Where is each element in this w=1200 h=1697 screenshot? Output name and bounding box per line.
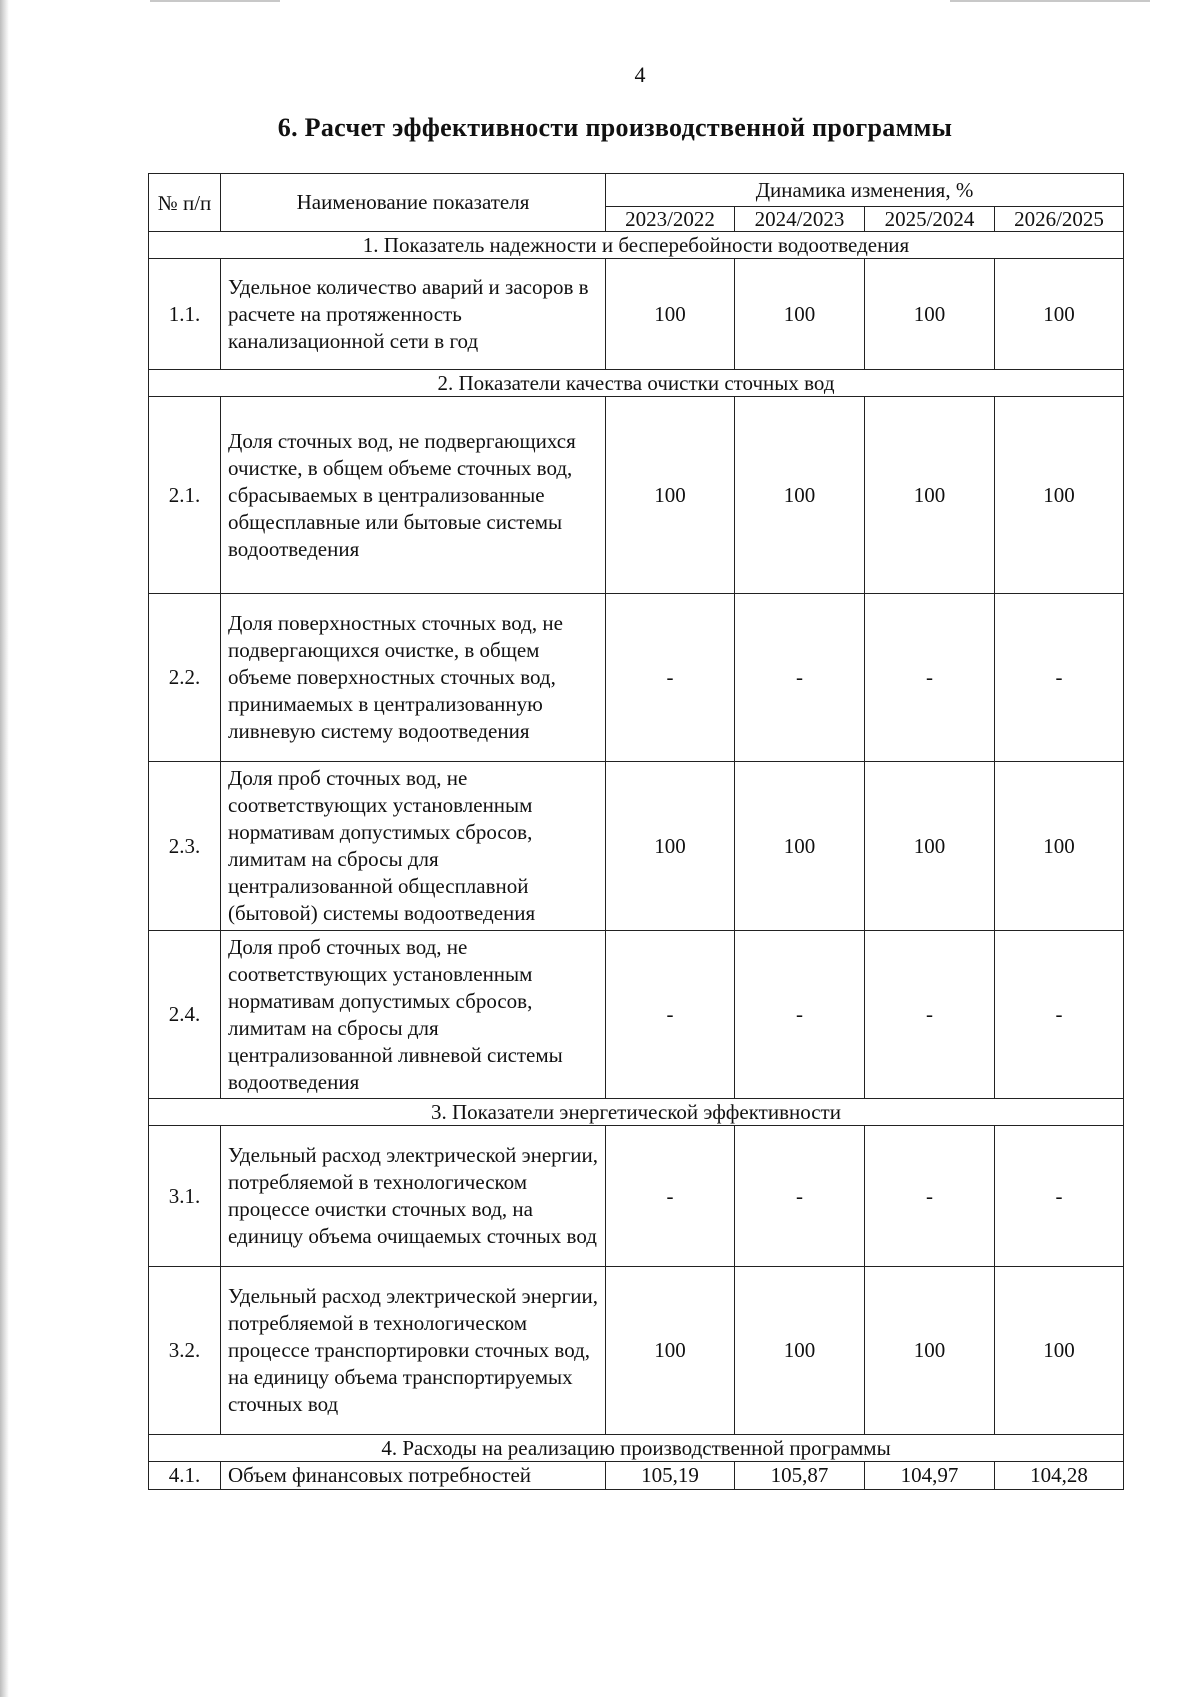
row-indicator-name: Доля проб сточных вод, не соответствующих установленным нормативам допустимых сбросов, лимитам на сбросы для централизованной ливневой системы водоотведения — [221, 931, 606, 1099]
table-row — [149, 1267, 1124, 1435]
row-value: 100 — [606, 1267, 735, 1435]
row-number: 3.1. — [149, 1126, 221, 1267]
table-row — [149, 1462, 1124, 1490]
row-value: 100 — [735, 762, 865, 931]
efficiency-table — [148, 173, 1124, 1490]
row-number: 2.2. — [149, 594, 221, 762]
row-value: 100 — [606, 762, 735, 931]
section-row — [149, 232, 1124, 259]
table-row — [149, 1126, 1124, 1267]
row-value: - — [735, 1126, 865, 1267]
row-indicator-name: Объем финансовых потребностей — [221, 1462, 606, 1490]
row-value: - — [995, 594, 1124, 762]
row-number: 2.1. — [149, 397, 221, 594]
row-value: 100 — [735, 397, 865, 594]
page-number: 4 — [634, 62, 646, 87]
row-indicator-name: Доля поверхностных сточных вод, не подвергающихся очистке, в общем объеме поверхностных сточных вод, принимаемых в централизованную ливневую систему водоотведения — [221, 594, 606, 762]
scan-edge — [0, 0, 9, 1697]
row-indicator-name: Доля проб сточных вод, не соответствующих установленным нормативам допустимых сбросов, лимитам на сбросы для централизованной общесплавной (бытовой) системы водоотведения — [221, 762, 606, 931]
row-value: - — [606, 1126, 735, 1267]
header-year: 2023/2022 — [606, 207, 735, 232]
row-value: 100 — [865, 1267, 995, 1435]
row-number: 2.3. — [149, 762, 221, 931]
row-value: 100 — [735, 259, 865, 370]
row-value: 100 — [735, 1267, 865, 1435]
header-year: 2024/2023 — [735, 207, 865, 232]
header-year: 2026/2025 — [995, 207, 1124, 232]
section-row — [149, 1099, 1124, 1126]
section-row — [149, 1435, 1124, 1462]
header-number: № п/п — [149, 174, 221, 232]
table-row — [149, 397, 1124, 594]
row-value: - — [995, 931, 1124, 1099]
table-row — [149, 594, 1124, 762]
row-value: 100 — [865, 762, 995, 931]
header-indicator-name: Наименование показателя — [221, 174, 606, 232]
table-row — [149, 762, 1124, 931]
section-title: 2. Показатели качества очистки сточных вод — [149, 370, 1124, 397]
row-value: - — [995, 1126, 1124, 1267]
row-value: 105,19 — [606, 1462, 735, 1490]
row-value: - — [606, 594, 735, 762]
row-indicator-name: Удельный расход электрической энергии, потребляемой в технологическом процессе транспортировки сточных вод, на единицу объема транспортируемых сточных вод — [221, 1267, 606, 1435]
row-value: - — [735, 931, 865, 1099]
row-value: - — [865, 594, 995, 762]
row-value: 105,87 — [735, 1462, 865, 1490]
section-row — [149, 370, 1124, 397]
row-value: - — [865, 931, 995, 1099]
table-row — [149, 259, 1124, 370]
row-indicator-name: Удельное количество аварий и засоров в расчете на протяженность канализационной сети в год — [221, 259, 606, 370]
header-change-dynamics: Динамика изменения, % — [606, 174, 1124, 207]
scan-mark — [150, 0, 280, 2]
row-value: 100 — [995, 259, 1124, 370]
row-value: 100 — [606, 259, 735, 370]
row-value: 100 — [995, 1267, 1124, 1435]
row-value: - — [865, 1126, 995, 1267]
row-value: - — [606, 931, 735, 1099]
section-title: 4. Расходы на реализацию производственной программы — [149, 1435, 1124, 1462]
row-value: 100 — [606, 397, 735, 594]
table-row — [149, 931, 1124, 1099]
row-indicator-name: Доля сточных вод, не подвергающихся очистке, в общем объеме сточных вод, сбрасываемых в централизованные общесплавные или бытовые системы водоотведения — [221, 397, 606, 594]
page-title: 6. Расчет эффективности производственной программы — [277, 113, 953, 142]
row-value: 100 — [865, 397, 995, 594]
section-title: 1. Показатель надежности и бесперебойности водоотведения — [149, 232, 1124, 259]
section-title: 3. Показатели энергетической эффективности — [149, 1099, 1124, 1126]
row-number: 3.2. — [149, 1267, 221, 1435]
row-value: 100 — [995, 762, 1124, 931]
scan-mark — [950, 0, 1150, 2]
row-indicator-name: Удельный расход электрической энергии, потребляемой в технологическом процессе очистки сточных вод, на единицу объема очищаемых сточных вод — [221, 1126, 606, 1267]
header-year: 2025/2024 — [865, 207, 995, 232]
row-number: 2.4. — [149, 931, 221, 1099]
row-value: 100 — [865, 259, 995, 370]
row-value: 104,28 — [995, 1462, 1124, 1490]
row-number: 1.1. — [149, 259, 221, 370]
row-value: - — [735, 594, 865, 762]
row-value: 104,97 — [865, 1462, 995, 1490]
row-value: 100 — [995, 397, 1124, 594]
row-number: 4.1. — [149, 1462, 221, 1490]
